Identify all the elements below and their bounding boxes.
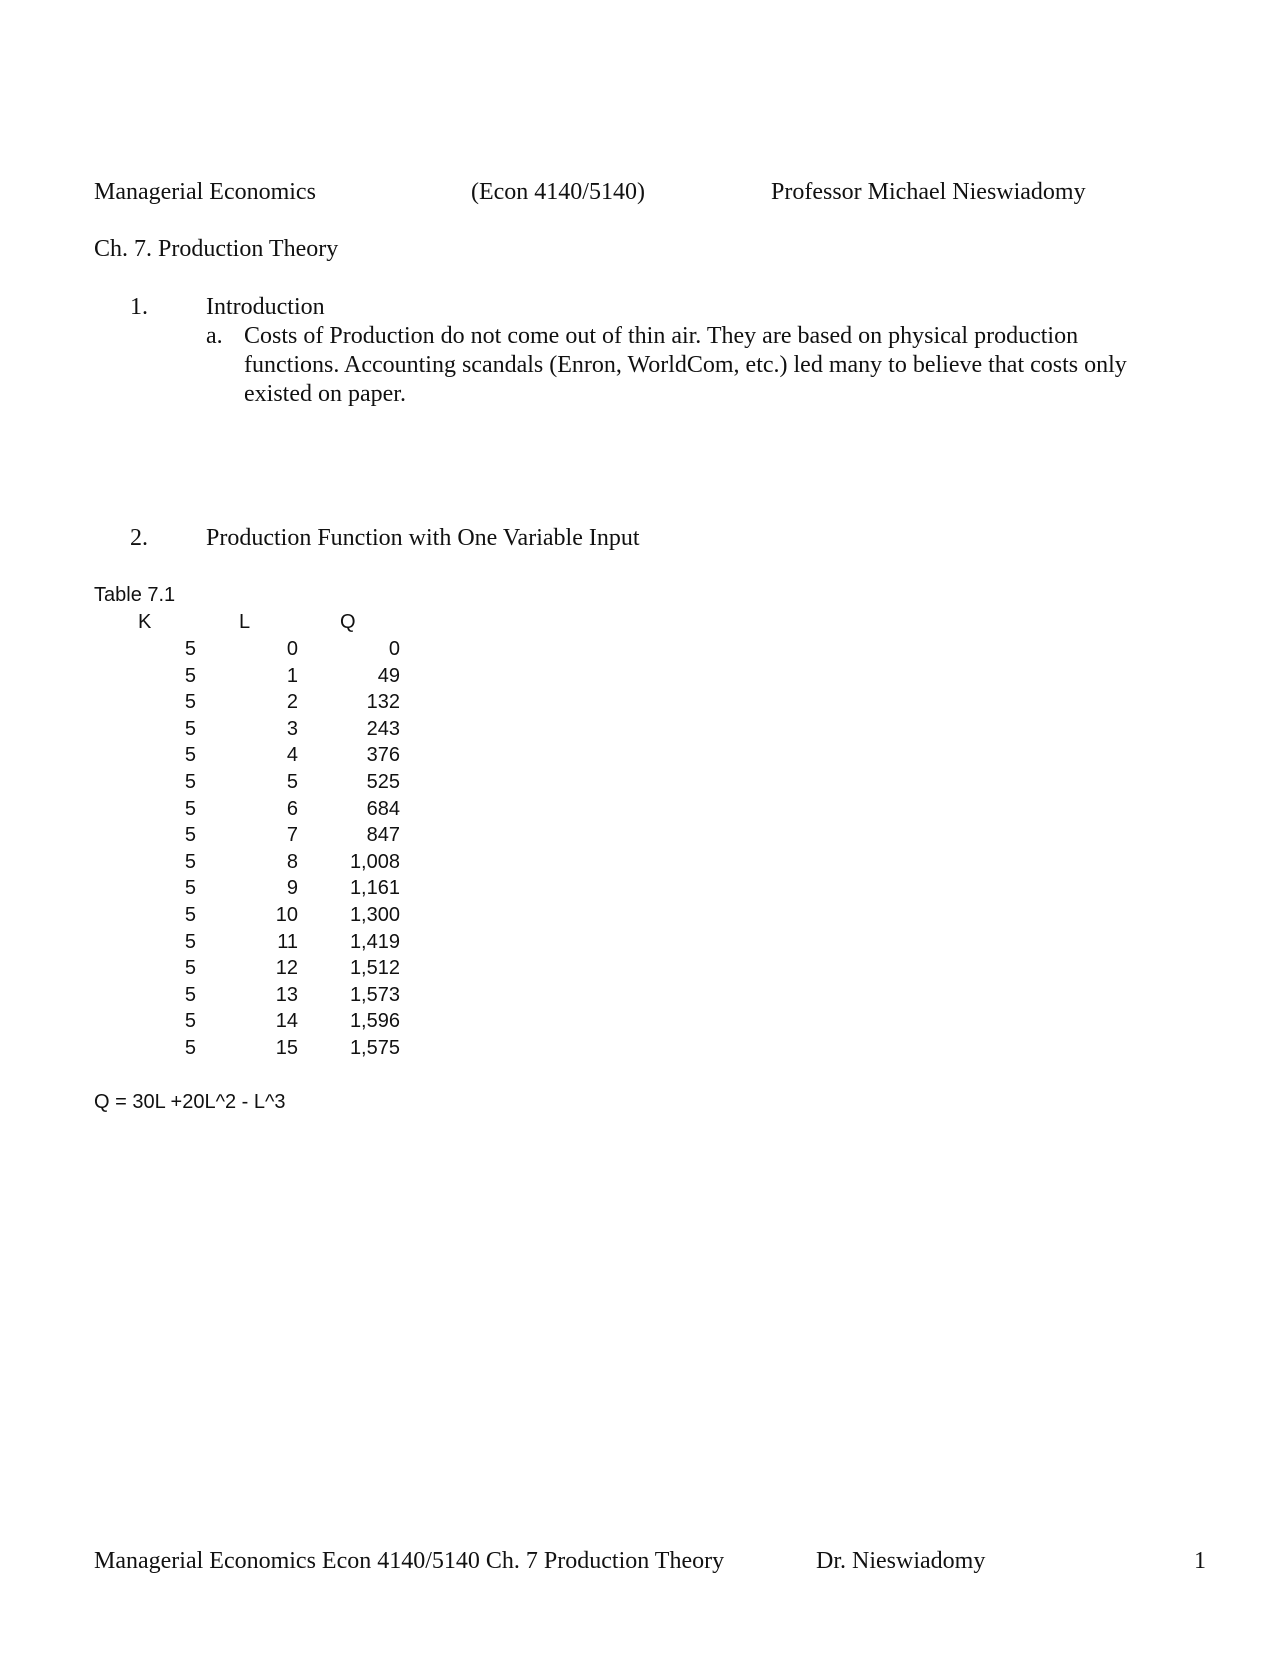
- section-1-title: Introduction: [206, 294, 325, 320]
- table-row: [0, 771, 420, 798]
- cell-k: 5: [184, 664, 196, 687]
- cell-q: 376: [366, 744, 400, 767]
- footer-course-info: Managerial Economics Econ 4140/5140 Ch. 7 Production Theory: [94, 1548, 725, 1574]
- cell-l: 15: [275, 1036, 298, 1059]
- cell-q: 1,575: [349, 1036, 400, 1059]
- cell-k: 5: [184, 877, 196, 900]
- production-table-body: [0, 638, 420, 1064]
- cell-k: 5: [184, 770, 196, 793]
- cell-k: 5: [184, 1036, 196, 1059]
- cell-k: 5: [184, 691, 196, 714]
- cell-q: 1,512: [349, 957, 400, 980]
- cell-q: 1,008: [349, 850, 400, 873]
- cell-q: 1,161: [349, 877, 400, 900]
- table-row: [0, 824, 420, 851]
- header-course: Managerial Economics: [94, 179, 316, 205]
- table-row: [0, 904, 420, 931]
- cell-l: 2: [286, 691, 298, 714]
- header-course-code: (Econ 4140/5140): [471, 179, 645, 205]
- cell-l: 3: [286, 717, 298, 740]
- cell-k: 5: [184, 1010, 196, 1033]
- column-header-k: K: [138, 611, 152, 633]
- table-row: [0, 744, 420, 771]
- cell-q: 684: [366, 797, 400, 820]
- cell-q: 49: [377, 664, 400, 687]
- cell-k: 5: [184, 903, 196, 926]
- cell-q: 525: [366, 770, 400, 793]
- item-a-line-1: Costs of Production do not come out of thin air. They are based on physical production: [244, 323, 1079, 349]
- cell-q: 243: [366, 717, 400, 740]
- section-2-number: 2.: [130, 525, 148, 551]
- cell-q: 0: [388, 638, 400, 660]
- production-formula: Q = 30L +20L^2 - L^3: [94, 1091, 286, 1113]
- cell-l: 12: [275, 957, 298, 980]
- column-header-l: L: [239, 611, 251, 633]
- section-2-title: Production Function with One Variable Input: [206, 525, 640, 551]
- cell-k: 5: [184, 850, 196, 873]
- table-row: [0, 957, 420, 984]
- table-row: [0, 1037, 420, 1064]
- cell-k: 5: [184, 824, 196, 847]
- cell-l: 4: [286, 744, 298, 767]
- table-row: [0, 691, 420, 718]
- cell-l: 1: [286, 664, 298, 687]
- cell-l: 8: [286, 850, 298, 873]
- cell-q: 132: [366, 691, 400, 714]
- cell-k: 5: [184, 930, 196, 953]
- table-row: [0, 665, 420, 692]
- cell-q: 1,300: [349, 903, 400, 926]
- cell-l: 7: [286, 824, 298, 847]
- table-row: [0, 931, 420, 958]
- cell-l: 0: [286, 638, 298, 660]
- section-1-number: 1.: [130, 294, 148, 320]
- cell-k: 5: [184, 638, 196, 660]
- item-a-line-2: functions. Accounting scandals (Enron, WorldCom, etc.) led many to believe that costs only: [244, 352, 1127, 378]
- item-a-line-3: existed on paper.: [244, 381, 406, 407]
- cell-k: 5: [184, 797, 196, 820]
- cell-q: 1,573: [349, 983, 400, 1006]
- item-a-label: a.: [206, 323, 223, 349]
- cell-l: 14: [275, 1010, 298, 1033]
- cell-l: 9: [286, 877, 298, 900]
- cell-k: 5: [184, 717, 196, 740]
- table-row: [0, 877, 420, 904]
- cell-l: 11: [277, 930, 298, 953]
- table-caption: Table 7.1: [94, 584, 176, 606]
- table-row: [0, 984, 420, 1011]
- cell-k: 5: [184, 744, 196, 767]
- table-row: [0, 638, 420, 665]
- cell-k: 5: [184, 983, 196, 1006]
- cell-q: 1,596: [349, 1010, 400, 1033]
- cell-q: 847: [366, 824, 400, 847]
- table-row: [0, 851, 420, 878]
- cell-k: 5: [184, 957, 196, 980]
- cell-q: 1,419: [349, 930, 400, 953]
- footer-author: Dr. Nieswiadomy: [816, 1548, 986, 1574]
- table-row: [0, 798, 420, 825]
- page-number: 1: [1194, 1548, 1206, 1574]
- header-professor: Professor Michael Nieswiadomy: [771, 179, 1086, 205]
- cell-l: 6: [286, 797, 298, 820]
- table-row: [0, 718, 420, 745]
- table-row: [0, 1010, 420, 1037]
- cell-l: 13: [275, 983, 298, 1006]
- chapter-title: Ch. 7. Production Theory: [94, 236, 339, 262]
- cell-l: 5: [286, 770, 298, 793]
- cell-l: 10: [275, 903, 298, 926]
- column-header-q: Q: [340, 611, 356, 633]
